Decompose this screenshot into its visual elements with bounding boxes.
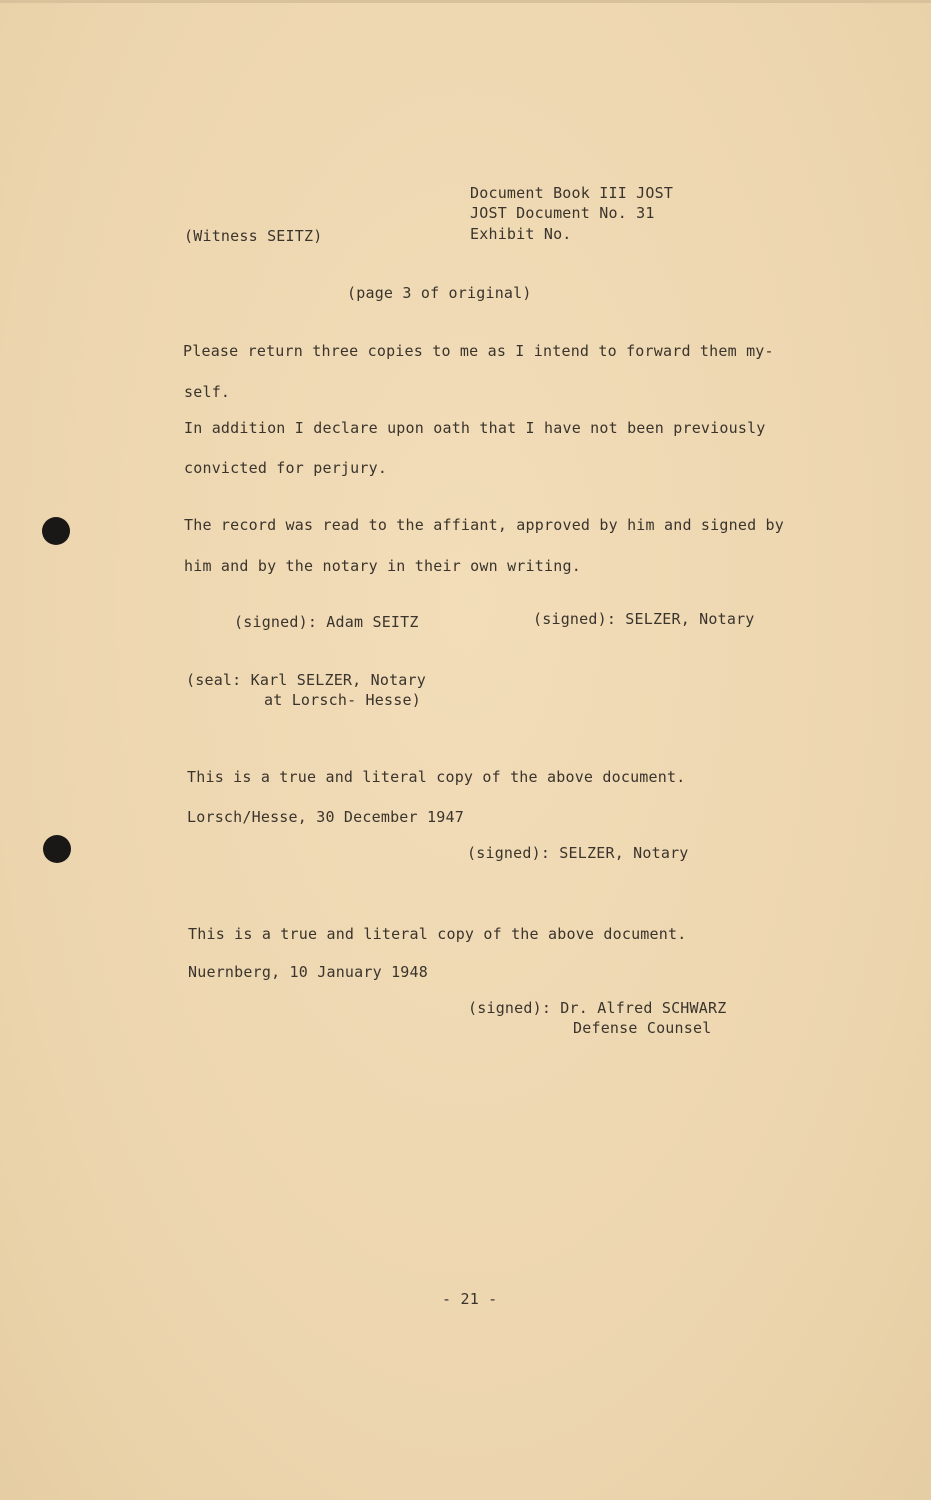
paragraph-3-line-2: him and by the notary in their own writing. <box>184 557 581 575</box>
certification-2-statement: This is a true and literal copy of the above document. <box>188 925 687 943</box>
certification-1-statement: This is a true and literal copy of the above document. <box>187 768 686 786</box>
witness-label: (Witness SEITZ) <box>184 227 323 245</box>
document-book-line: Document Book III JOST <box>470 184 674 202</box>
paragraph-2-line-1: In addition I declare upon oath that I have not been previously <box>184 419 766 437</box>
certification-1-place-date: Lorsch/Hesse, 30 December 1947 <box>187 808 464 826</box>
exhibit-number: Exhibit No. <box>470 225 572 243</box>
paragraph-2-line-2: convicted for perjury. <box>184 459 388 477</box>
notary-signature: (signed): SELZER, Notary <box>533 610 755 628</box>
page-number: - 21 - <box>442 1290 498 1308</box>
certification-2-title: Defense Counsel <box>573 1019 712 1037</box>
punch-hole-lower <box>43 835 71 863</box>
seal-line-2: at Lorsch- Hesse) <box>264 691 421 709</box>
page-top-edge <box>0 0 931 3</box>
certification-2-place-date: Nuernberg, 10 January 1948 <box>188 963 428 981</box>
page-reference: (page 3 of original) <box>347 284 532 302</box>
affiant-signature: (signed): Adam SEITZ <box>234 613 419 631</box>
paragraph-3-line-1: The record was read to the affiant, approved by him and signed by <box>184 516 784 534</box>
seal-line-1: (seal: Karl SELZER, Notary <box>186 671 426 689</box>
certification-2-signature: (signed): Dr. Alfred SCHWARZ <box>468 999 727 1017</box>
jost-document-number: JOST Document No. 31 <box>470 204 655 222</box>
paragraph-1-line-2: self. <box>184 383 231 401</box>
paragraph-1-line-1: Please return three copies to me as I intend to forward them my- <box>183 342 774 360</box>
certification-1-signature: (signed): SELZER, Notary <box>467 844 689 862</box>
punch-hole-upper <box>42 517 70 545</box>
